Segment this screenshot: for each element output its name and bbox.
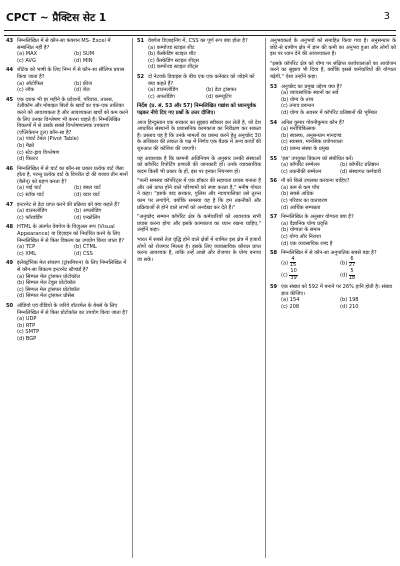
answer-option: (d) फ़िल्टर (17, 156, 38, 163)
answer-option: (b) सबसे अधिक (281, 191, 314, 198)
answer-options (148, 45, 261, 71)
answer-option: (d) प्रबन्ध संस्था के प्रमुख (281, 145, 329, 152)
answer-option: (b) योग्य के तथ्य (281, 96, 314, 103)
question-number: 59 (270, 284, 278, 291)
answer-option: (c) तनाव प्रबन्धन (281, 103, 315, 110)
answer-options (281, 162, 396, 175)
question-number: 57 (270, 214, 278, 221)
answer-option: (c) AVG (17, 57, 36, 64)
question-item (6, 166, 128, 199)
question-number: 49 (6, 260, 14, 267)
question-item (270, 156, 396, 176)
answer-options (17, 136, 128, 162)
question-number: 48 (6, 224, 14, 231)
answer-option: (d) रोल (74, 87, 90, 94)
column-left (6, 38, 128, 346)
answer-options (17, 81, 128, 94)
question-number: 45 (6, 96, 14, 103)
question-item (137, 38, 261, 71)
answer-option: (c) XML (17, 250, 37, 257)
answer-option: (b) डेटा ट्रांसफर (206, 87, 237, 94)
question-item (270, 178, 396, 211)
question-text: अनुच्छेद का प्रमुख उद्देश्य क्या है? (281, 83, 343, 90)
fraction: $\frac{10}{39}$ (290, 268, 297, 281)
question-item (137, 74, 261, 100)
answer-option: (b) स्वास्थ्य, अनुसन्धान मानदण्ड (281, 132, 342, 139)
passage-direction: निर्देश (प्र. सं. 53 और 57) निम्नलिखित गद्यांश को ध्यानपूर्वक पढ़कर नीचे दिए गए प्रश्नों के उत्तर दीजिए। (137, 103, 257, 116)
answer-option: (d) $\frac{5}{18}$ (340, 268, 356, 281)
answer-option: (a) सिम्पल मेल ट्रांसफर प्रोटोकॉल (17, 273, 80, 280)
answer-option: (c) परिवार का वातावरण (281, 198, 328, 205)
question-number: 51 (137, 38, 145, 44)
answer-options (281, 90, 396, 116)
answer-option: (c) स्वास्थ्य, मानसिक प्रयोगशाला (281, 139, 343, 146)
answer-options (17, 185, 128, 198)
answer-option: (a) पावर्ट टेबल (Pivot Table) (17, 136, 79, 143)
answer-option: (c) फॉरवर्डिंग (17, 214, 43, 221)
answer-option: (b) कॉर्पोरेट प्रतिष्ठान (340, 162, 379, 169)
answer-option: (a) MAX (17, 51, 38, 58)
question-item (270, 120, 396, 153)
answer-options (281, 257, 396, 281)
question-number: 53 (270, 83, 278, 90)
question-text: दो नेटवर्क डिवाइस के बीच एक एक कनेक्टर को जोड़ने को क्या कहते हैं? (148, 73, 255, 87)
answer-option: (c) सिम्पल मेल ट्रांसफर प्रोटोकॉल (17, 286, 80, 293)
answer-option: (d) कम्प्यूटिंग (206, 93, 232, 100)
book-title: CPCT ~ प्रैक्टिस सेट 1 (6, 12, 107, 24)
passage-paragraph: भारत में सबसे तेज़ वृद्धि होने वाले क्षेत्रों में शामिल इस क्षेत्र में हजारों लोगों को रोजगार मिलता है। इसके लिए व्यावसायिक कौशल प्राप्त करना आवश्यक है, ताकि उन्हें अच्छे और रोजगार के योग्य बनाया जा सके। (137, 237, 261, 263)
answer-option: (c) कैस्केडिंग स्टाइल शीट्स (148, 57, 199, 64)
answer-option: (d) संस्थागत कर्मचारी (340, 168, 382, 175)
answer-option: (a) ऑटोफिल (17, 80, 44, 87)
answer-option: (d) योग्य के अवसर में कॉर्पोरेट प्रतिष्ठानों की भूमिका (281, 109, 378, 116)
answer-option: (b) कैस्केडिंग स्टाइल शीट (148, 51, 196, 58)
answer-options (148, 87, 261, 100)
answer-option: (c) लॉक (17, 87, 35, 94)
answer-option: (a) 154 (281, 297, 300, 304)
answer-option: (a) मनोचिकित्सक (281, 126, 316, 133)
answer-option: (c) SMTP (17, 329, 40, 336)
question-text: इलेक्ट्रॉनिक मेल संचरण (ट्रांसमिशन) के लिए निम्नलिखित में से कौन-सा विकल्प इन्टरनेट स्टैण्डर्ड है? (17, 260, 127, 273)
question-text: वेबपेज डिज़ाइनिंग में, CSS का पूर्ण रूप क्या होता है? (148, 38, 248, 44)
question-text: एक दशक भी हर महीने के प्रदेशनों, परिवारा, तालस, टेलीकॉम और मोबाइल बिलों के खर्चों का एक-एक तालिका करने को आवश्यकता है और आवश्यकता खर्चों को कम करने के लिए उनका विश्लेषण भी करना चाहते हैं। निम्नलिखित विकल्पों में से उसके सबसे विश्लेषणात्मक उपकरण (एप्लिकेशन टूल) कौन-सा है? (17, 96, 128, 136)
passage-paragraph: "पत्नी समस्या कॉर्पोरेट्स में एक डॉक्टर की सहायता प्रयास बनाता है और उसे प्राप्त होने वाले परिणामों को स्पष्ट करता है," मनीष गोयल ने कहा। "इसके बाद सरकार, पुलिस और न्यायपालिका उसे तुरन्त काम पर लगाएँगे, क्योंकि समस्या यह है कि हम तकनीकों और प्रक्रियाओं से होने वाले लाभों को अनदेखा कर देते हैं।" (137, 178, 261, 211)
question-text: इन्टरनेट से डेटा प्राप्त करने की प्रक्रिया को क्या कहते हैं? (17, 201, 120, 208)
answer-option: (d) कम्पोज्ड स्टाइल शीट्स (148, 64, 199, 71)
answer-option: (a) व्यावसायिक स्थानों का सर्वे (281, 90, 339, 97)
answer-option: (a) डाउनलोडिंग (148, 87, 179, 94)
question-item (6, 97, 128, 163)
answer-option: (a) UDP (17, 316, 37, 323)
question-number: 47 (6, 201, 14, 208)
answer-options (17, 51, 128, 64)
passage-paragraph: "अनुच्छेद सम्मान कॉर्पोरेट क्षेत्र के कर्मचारियों को आवश्यक सभी प्रयास करना होगा और इसके कामकाज का ध्यान रखना चाहिए," उन्होंने कहा। (137, 214, 261, 234)
question-number: 58 (270, 250, 278, 257)
question-text: निम्नलिखित में से कौन-सा फंक्शन MS- Excel में सम्बन्धित नहीं है? (17, 38, 111, 51)
answer-options (17, 316, 128, 342)
answer-option: (d) CSS (74, 250, 93, 257)
answer-option: (a) वैज्ञानिक योग्य प्रवृत्ति (281, 220, 328, 227)
answer-option: (a) TCP (17, 244, 36, 251)
answer-option: (d) सिम्पल मेल ट्रांसफर प्रोसेस (17, 293, 75, 300)
answer-option: (b) फ्रीज (74, 80, 92, 87)
page-header (0, 0, 400, 36)
question-item (6, 303, 128, 343)
answer-option: (b) CTML (74, 244, 97, 251)
question-number: 50 (6, 302, 14, 309)
question-text: नौ को किसे उपलब्ध करवाना चाहिए? (281, 178, 350, 185)
answer-option: (d) एन्क्रोलिंग (74, 214, 101, 221)
answer-option: (c) तकनीकी सम्मेलन (281, 168, 322, 175)
question-text: अनिल कुमार गोयनीकुमार कौन हैं? (281, 119, 345, 126)
question-number: 46 (6, 165, 14, 172)
answer-option: (c) अपलोडिंग (148, 93, 175, 100)
answer-option: (c) स्टेट-ड्राय विश्लेषण (17, 149, 60, 156)
page-columns (6, 38, 396, 558)
question-item (270, 214, 396, 247)
answer-option: (b) $\frac{6}{27}$ (340, 255, 356, 269)
answer-option: (a) कम्पोज्ड स्टाइल शीट (148, 44, 195, 51)
question-number: 56 (270, 178, 278, 185)
question-text: एक संख्या को 592 में बनाने पर 26% हानि होती है। संख्या ज्ञात कीजिए। (281, 284, 393, 297)
column-middle (137, 38, 261, 266)
question-text: 'इस' उपयुक्त विकल्प को संबोधित करें। (281, 155, 354, 162)
fraction: $\frac{4}{15}$ (289, 255, 297, 269)
column-divider (132, 38, 133, 558)
answer-option: (b) बबल चार्ट (74, 185, 101, 192)
question-item (6, 38, 128, 64)
answer-option: (b) 198 (340, 297, 359, 304)
question-item (6, 202, 128, 222)
answer-options (17, 208, 128, 221)
header-divider (4, 30, 396, 36)
column-right (270, 38, 396, 314)
answer-options (17, 244, 128, 257)
answer-option: (a) कॉर्पोरेट सम्मेलन (281, 162, 320, 169)
page-number: 3 (383, 11, 390, 22)
question-text: निम्नलिखित में से चार्ट का कौन-सा प्रकार प्रत्येक वार्ट जैसा होता है, परन्तु प्रत्येक वार्ट के विपरीत दो की बजाय तीन मानों (बैलेन्) को ग्रहण करता है? (17, 165, 128, 185)
answer-option: (d) एक व्यवसायिक शब्द है (281, 240, 333, 247)
answer-option: (b) सिम्पल मेल टेबुल प्रोटोकॉल (17, 280, 76, 287)
answer-option: (d) 210 (340, 303, 359, 310)
answer-options (281, 126, 396, 152)
question-text: निम्नलिखित के अनुसार योग्यता क्या है? (281, 214, 354, 221)
column-divider (265, 38, 266, 558)
question-item (6, 260, 128, 300)
answer-option: (b) SUM (74, 51, 95, 58)
answer-options (281, 185, 396, 211)
answer-option: (d) आर्थिक सम्पन्नता (281, 204, 321, 211)
answer-option: (d) रडार चार्ट (74, 192, 100, 199)
question-item (270, 284, 396, 310)
answer-option: (c) 208 (281, 303, 300, 310)
passage-paragraph: "इसके कॉर्पोरेट क्षेत्र को योग्य पर संक्षिप्त कार्यशालाओं का आयोजन करने का सुझाव भी दिया है, क्योंकि इससे कर्मचारियों की योग्यता बढ़ेगी," ऐसा उन्होंने कहा। (270, 60, 396, 80)
passage-paragraph: आज हिन्दुस्तान एक सरकार का सुझाव स्वीकार कर लेती है, जो देश आधारित संस्थानों के प्रशासनिक कामकाज का निरीक्षण कर सकता है। प्रस्ताव यह है कि उनके मामलों का प्रबन्ध करने हेतु अनुच्छेद 30 के अधिकार की ताकत के पक्ष में निर्णय एक बैठक में अन्य कार्यों की शुरुआत की कोशिश की जाएगी। (137, 119, 261, 152)
answer-option: (b) योग्यता के समान (281, 227, 321, 234)
answer-option: (c) $\frac{10}{39}$ (281, 268, 297, 281)
answer-option: (a) डाउनलोडिंग (17, 208, 48, 215)
answer-option: (c) स्टॉक चार्ट (17, 192, 44, 199)
question-item (270, 84, 396, 117)
question-text: निम्नलिखित में से कौन-सा अनुपातिक सबसे बड़ा है? (281, 250, 377, 257)
question-number: 44 (6, 67, 14, 74)
answer-options (281, 297, 396, 310)
answer-option: (d) BGP (17, 335, 37, 342)
answer-option: (a) कम से कम पाँच (281, 184, 320, 191)
question-text: ऑडियो एवं वीडियो के जरिये वॉटरमेल के बेबसे के लिए निम्नलिखित में से किस प्रोटोकॉल का उपयोग किया जाता है? (17, 302, 128, 316)
question-item (6, 67, 128, 93)
answer-options (17, 274, 128, 300)
answer-option: (a) $\frac{4}{15}$ (281, 255, 297, 269)
question-number: 55 (270, 155, 278, 162)
answer-option: (b) RTP (17, 322, 36, 329)
question-text: HTML के अंतर्गत वेबपेज के विज़ुअल रूप (Visual Appearance) या डिज़ाइन को निर्धारित करने के लिए निम्नलिखित में से किस विकल्प का उपयोग किया जाता है? (17, 224, 125, 244)
fraction: $\frac{5}{18}$ (348, 268, 356, 281)
answer-option: (a) पाई चार्ट (17, 185, 42, 192)
question-text: शीटेक को भाषी के लिए निम्न में से कौन-सा सौलिफ प्रयास किया जाता है? (17, 67, 125, 80)
answer-option: (d) MIN (74, 57, 93, 64)
question-number: 54 (270, 119, 278, 126)
answer-options (281, 221, 396, 247)
question-item (6, 224, 128, 257)
passage-paragraph: यह आवश्यक है कि कम्पनी अधिनियम के अनुसार उनकी संस्थाओं को कॉर्पोरेट रिपोर्टिंग प्रणाली की जानकारी हो। उनके व्यावसायिक कदम किसी भी प्रकार के हों, इस पर इनका नियन्त्रण हो। (137, 155, 261, 175)
passage-paragraph: अनुभवकर्ता के अनुभवों को समाहित किया गया है। अनुसन्धान के छोटे-से ग्रामीण क्षेत्र में ज्ञान की कमी का अनुभव हुआ और लोगों को इस पर ध्यान देने की आवश्यकता है। (270, 38, 396, 58)
question-number: 43 (6, 38, 14, 44)
fraction: $\frac{6}{27}$ (348, 255, 356, 269)
answer-option: (b) अपलोडिंग (74, 208, 102, 215)
answer-option: (c) योग्य और निराशा (281, 234, 321, 241)
answer-option: (b) मैक्रो (17, 142, 35, 149)
question-item (270, 250, 396, 281)
question-number: 52 (137, 73, 145, 80)
